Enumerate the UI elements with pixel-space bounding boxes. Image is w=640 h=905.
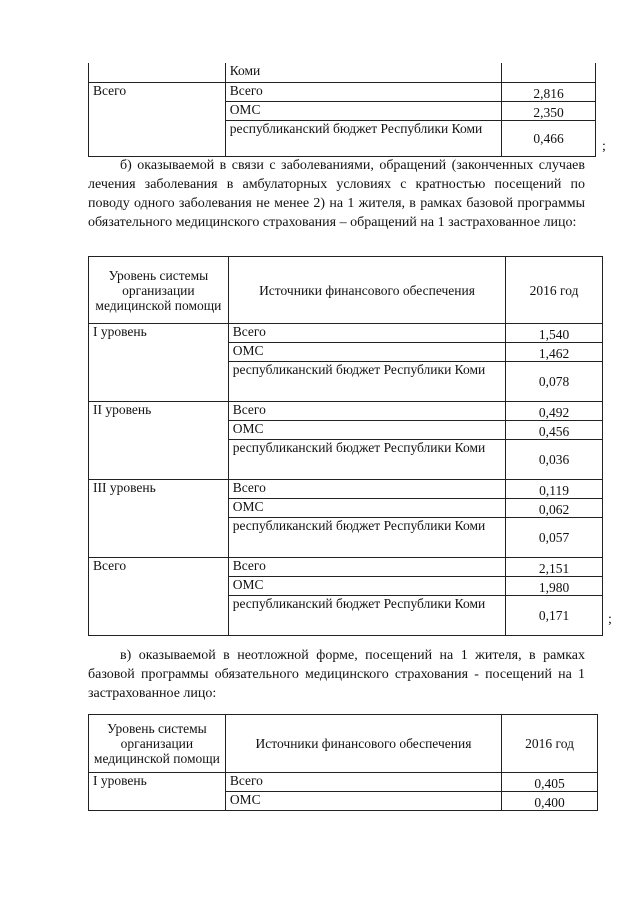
value-cell: 0,119 bbox=[506, 480, 603, 499]
level-cell: III уровень bbox=[89, 480, 229, 499]
table-b bbox=[88, 256, 603, 324]
value-cell: 2,350 bbox=[502, 101, 596, 120]
source-cell: республиканский бюджет Республики Коми bbox=[225, 120, 501, 156]
table-row bbox=[89, 596, 603, 636]
source-cell: Всего bbox=[225, 773, 501, 792]
table-row bbox=[89, 63, 596, 82]
value-cell: 1,540 bbox=[506, 324, 603, 343]
table-row bbox=[89, 101, 596, 120]
source-cell: республиканский бюджет Республики Коми bbox=[228, 596, 505, 636]
value-cell: 0,171 bbox=[506, 596, 603, 636]
value-cell: 0,466 bbox=[502, 120, 596, 156]
level-cell bbox=[89, 421, 229, 440]
table-b-body bbox=[88, 323, 603, 636]
value-cell: 0,078 bbox=[506, 362, 603, 402]
value-cell: 2,816 bbox=[502, 82, 596, 101]
level-cell: I уровень bbox=[89, 773, 226, 792]
value-cell bbox=[502, 63, 596, 82]
value-cell: 0,456 bbox=[506, 421, 603, 440]
table-row bbox=[89, 480, 603, 499]
table-c bbox=[88, 714, 598, 811]
source-cell: Коми bbox=[225, 63, 501, 82]
table-row bbox=[89, 324, 603, 343]
level-cell: Всего bbox=[89, 558, 229, 577]
value-cell: 1,980 bbox=[506, 577, 603, 596]
table-row bbox=[89, 82, 596, 101]
level-cell bbox=[89, 499, 229, 518]
level-cell bbox=[89, 596, 229, 636]
table-a bbox=[88, 63, 596, 157]
level-cell bbox=[89, 101, 226, 120]
source-cell: ОМС bbox=[228, 499, 505, 518]
header-source: Источники финансового обеспечения bbox=[228, 257, 505, 324]
table-row bbox=[89, 577, 603, 596]
source-cell: республиканский бюджет Республики Коми bbox=[228, 518, 505, 558]
source-cell: Всего bbox=[225, 82, 501, 101]
terminator-b: ; bbox=[608, 612, 612, 627]
level-cell: Всего bbox=[89, 82, 226, 101]
source-cell: Всего bbox=[228, 324, 505, 343]
header-source: Источники финансового обеспечения bbox=[225, 715, 501, 773]
paragraph-c-text: в) оказываемой в неотложной форме, посещений на 1 жителя, в рамках базовой программы обязательного медицинского страхования - посещений на 1 застрахованное лицо: bbox=[88, 648, 585, 701]
paragraph-b-text: б) оказываемой в связи с заболеваниями, обращений (законченных случаев лечения заболевания в амбулаторных условиях с кратностью посещений по поводу одного заболевания не менее 2) на 1 жителя, в рамках базовой программы обязательного медицинского страхования – обращений на 1 застрахованное лицо: bbox=[88, 158, 585, 230]
level-cell bbox=[89, 362, 229, 402]
value-cell: 0,062 bbox=[506, 499, 603, 518]
table-row bbox=[89, 792, 598, 811]
table-row bbox=[89, 499, 603, 518]
table-header-row bbox=[89, 257, 603, 324]
source-cell: Всего bbox=[228, 402, 505, 421]
source-cell: Всего bbox=[228, 558, 505, 577]
value-cell: 0,057 bbox=[506, 518, 603, 558]
table-row bbox=[89, 362, 603, 402]
table-row bbox=[89, 120, 596, 156]
level-cell: II уровень bbox=[89, 402, 229, 421]
value-cell: 0,036 bbox=[506, 440, 603, 480]
value-cell: 0,400 bbox=[502, 792, 598, 811]
terminator-a: ; bbox=[602, 139, 606, 154]
table-row bbox=[89, 773, 598, 792]
level-cell bbox=[89, 792, 226, 811]
table-row bbox=[89, 343, 603, 362]
value-cell: 0,405 bbox=[502, 773, 598, 792]
value-cell: 0,492 bbox=[506, 402, 603, 421]
header-year: 2016 год bbox=[502, 715, 598, 773]
source-cell: Всего bbox=[228, 480, 505, 499]
value-cell: 2,151 bbox=[506, 558, 603, 577]
header-year: 2016 год bbox=[506, 257, 603, 324]
table-row bbox=[89, 421, 603, 440]
level-cell bbox=[89, 440, 229, 480]
level-cell: I уровень bbox=[89, 324, 229, 343]
level-cell bbox=[89, 577, 229, 596]
value-cell: 1,462 bbox=[506, 343, 603, 362]
source-cell: ОМС bbox=[228, 577, 505, 596]
source-cell: ОМС bbox=[225, 792, 501, 811]
table-header-row bbox=[89, 715, 598, 773]
source-cell: ОМС bbox=[225, 101, 501, 120]
paragraph-b bbox=[88, 156, 585, 232]
header-level: Уровень системы организации медицинской помощи bbox=[89, 715, 226, 773]
level-cell bbox=[89, 343, 229, 362]
source-cell: ОМС bbox=[228, 421, 505, 440]
level-cell bbox=[89, 63, 226, 82]
level-cell bbox=[89, 518, 229, 558]
paragraph-c bbox=[88, 646, 585, 703]
table-row bbox=[89, 518, 603, 558]
level-cell bbox=[89, 120, 226, 156]
table-row bbox=[89, 402, 603, 421]
source-cell: республиканский бюджет Республики Коми bbox=[228, 440, 505, 480]
source-cell: ОМС bbox=[228, 343, 505, 362]
table-row bbox=[89, 440, 603, 480]
table-row bbox=[89, 558, 603, 577]
source-cell: республиканский бюджет Республики Коми bbox=[228, 362, 505, 402]
header-level: Уровень системы организации медицинской помощи bbox=[89, 257, 229, 324]
